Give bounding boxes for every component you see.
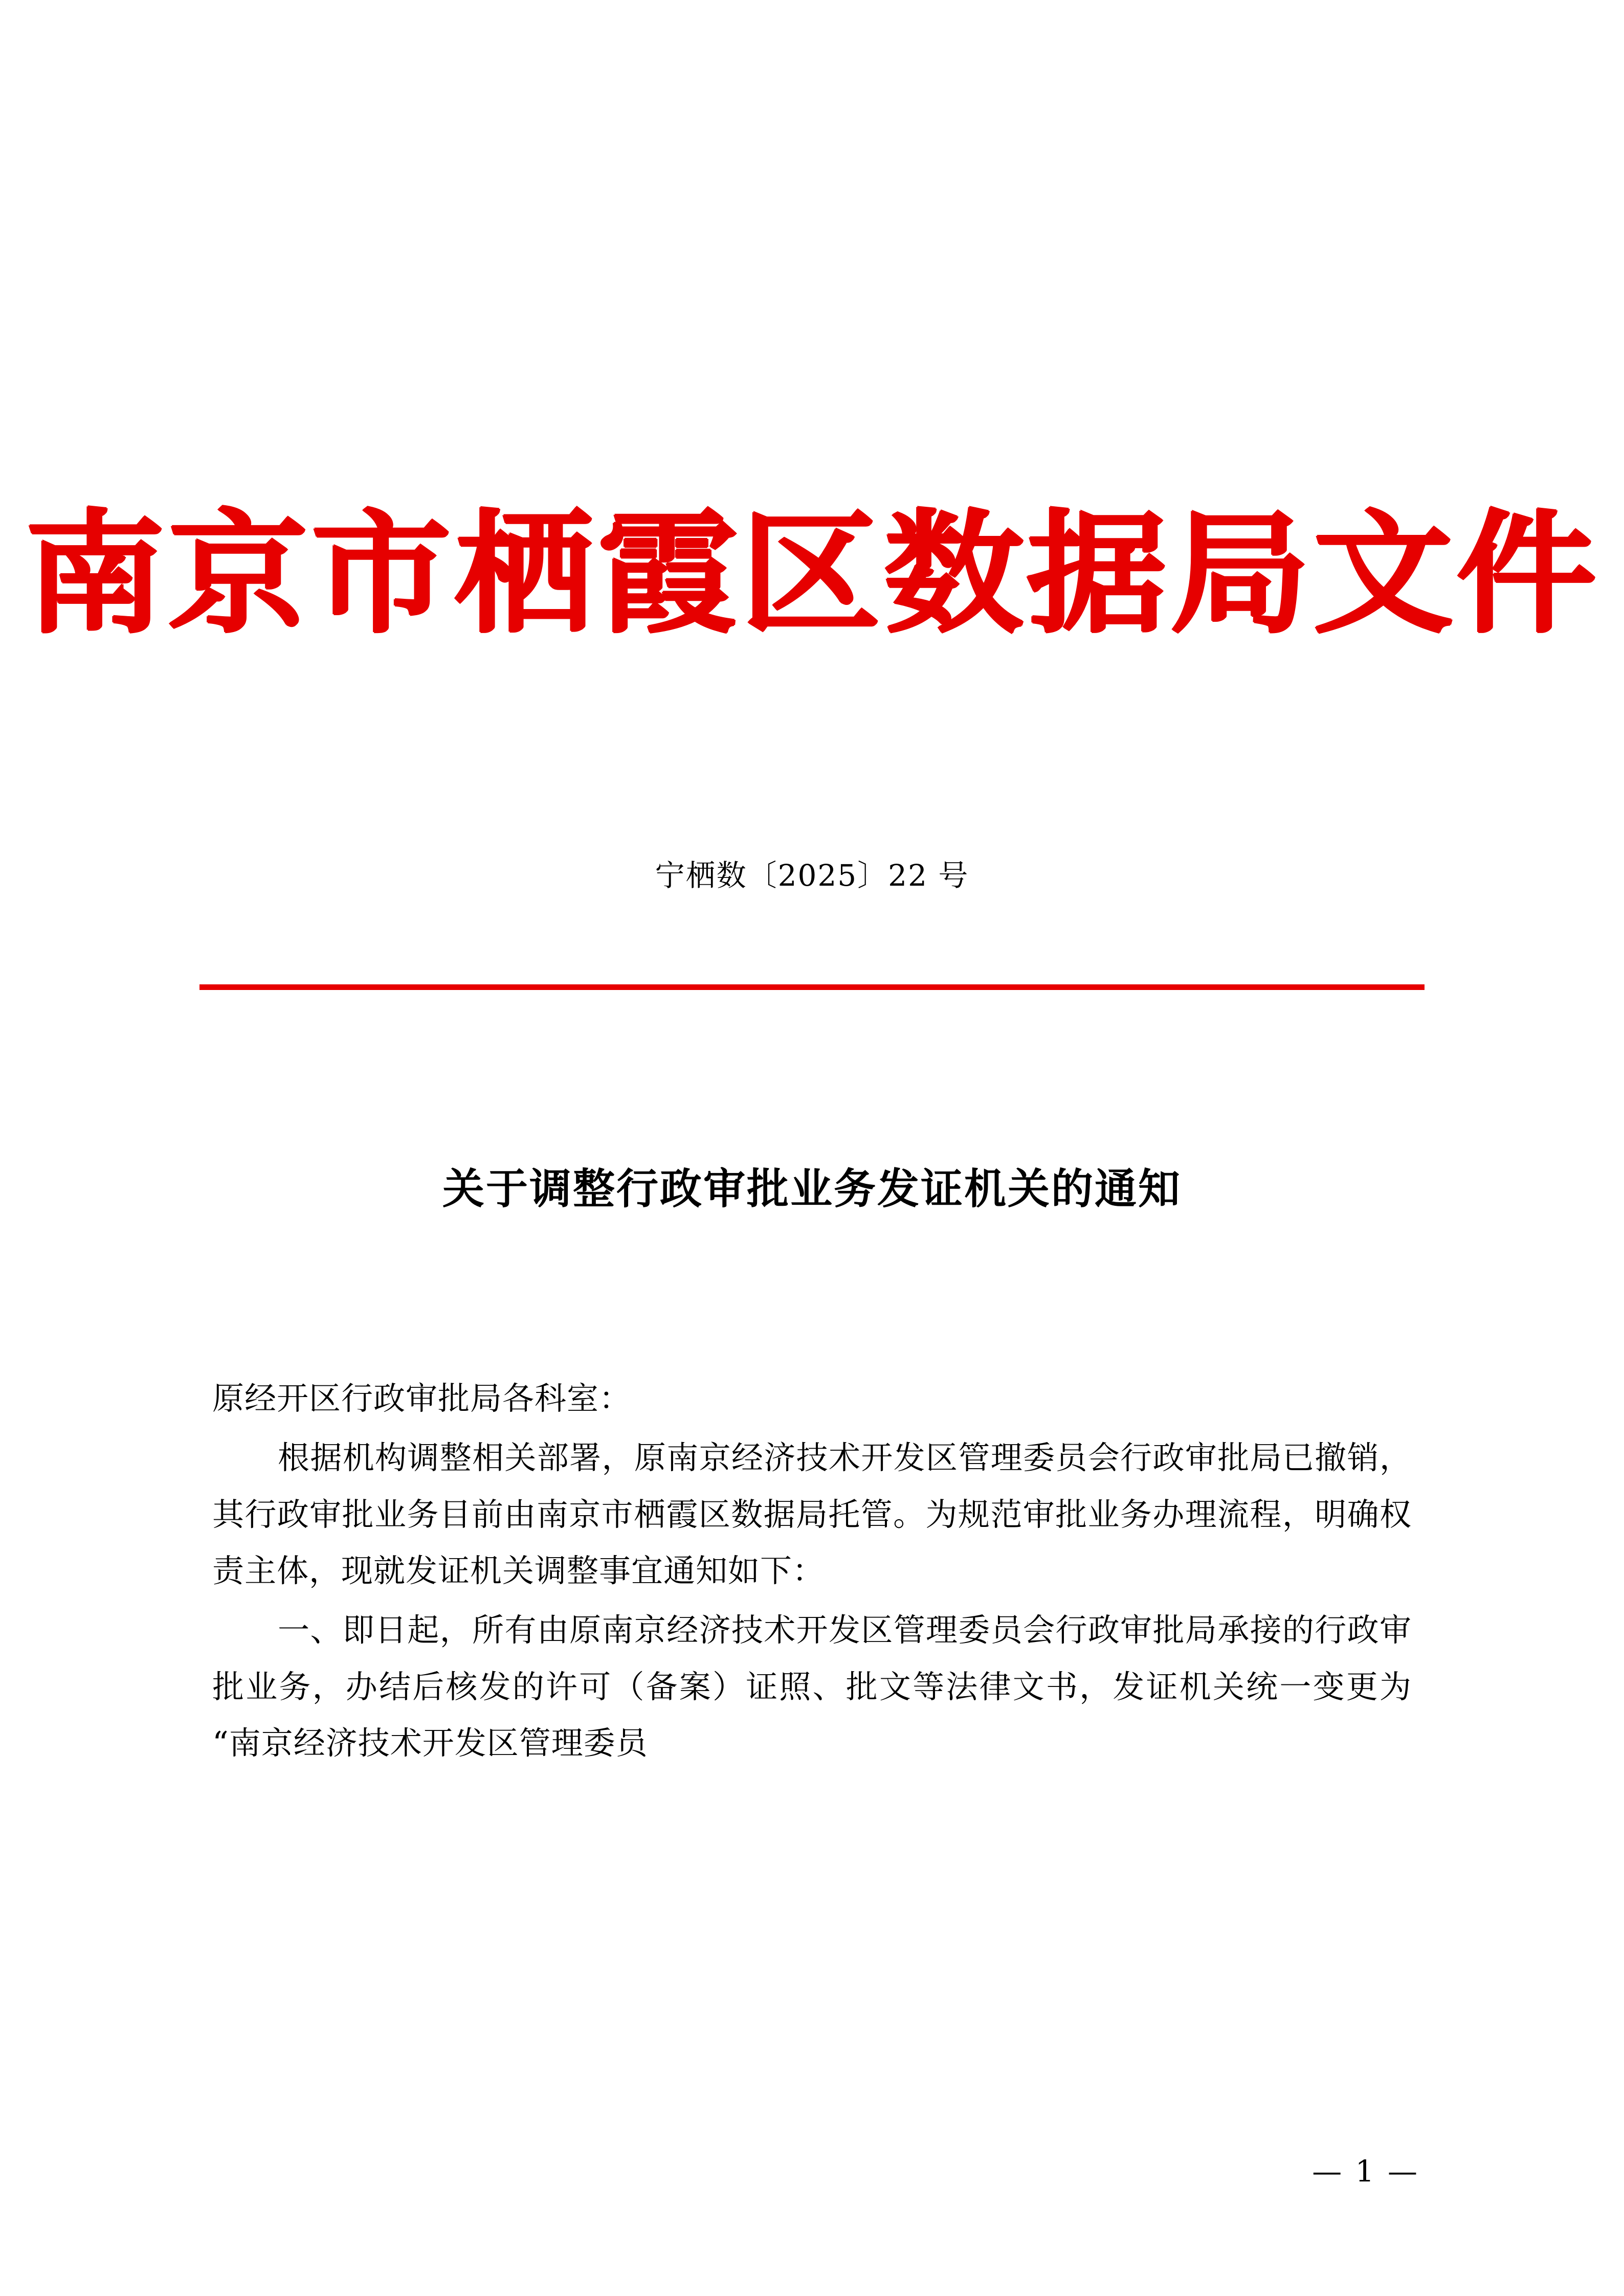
masthead: [0, 496, 1624, 651]
document-number: 宁栖数〔2025〕22 号: [655, 858, 969, 893]
paragraph-salutation: 原经开区行政审批局各科室：: [212, 1380, 632, 1417]
paragraph-item-one: 一、即日起，所有由原南京经济技术开发区管理委员会行政审批局承接的行政审批业务，办结后核发的许可（备案）证照、批文等法律文书，发证机关统一变更为“南京经济技术开发区管理委员: [212, 1611, 1412, 1762]
masthead-title: 南京市栖霞区数据局文件: [25, 496, 1599, 651]
document-headline: 关于调整行政审批业务发证机关的通知: [442, 1164, 1182, 1213]
page-number: — 1 —: [1312, 2154, 1419, 2189]
red-divider-rule: [199, 984, 1425, 990]
document-body: [212, 1370, 1412, 1775]
paragraph-background: 根据机构调整相关部署，原南京经济技术开发区管理委员会行政审批局已撤销，其行政审批业务目前由南京市栖霞区数据局托管。为规范审批业务办理流程，明确权责主体，现就发证机关调整事宜通知如下：: [212, 1439, 1412, 1590]
